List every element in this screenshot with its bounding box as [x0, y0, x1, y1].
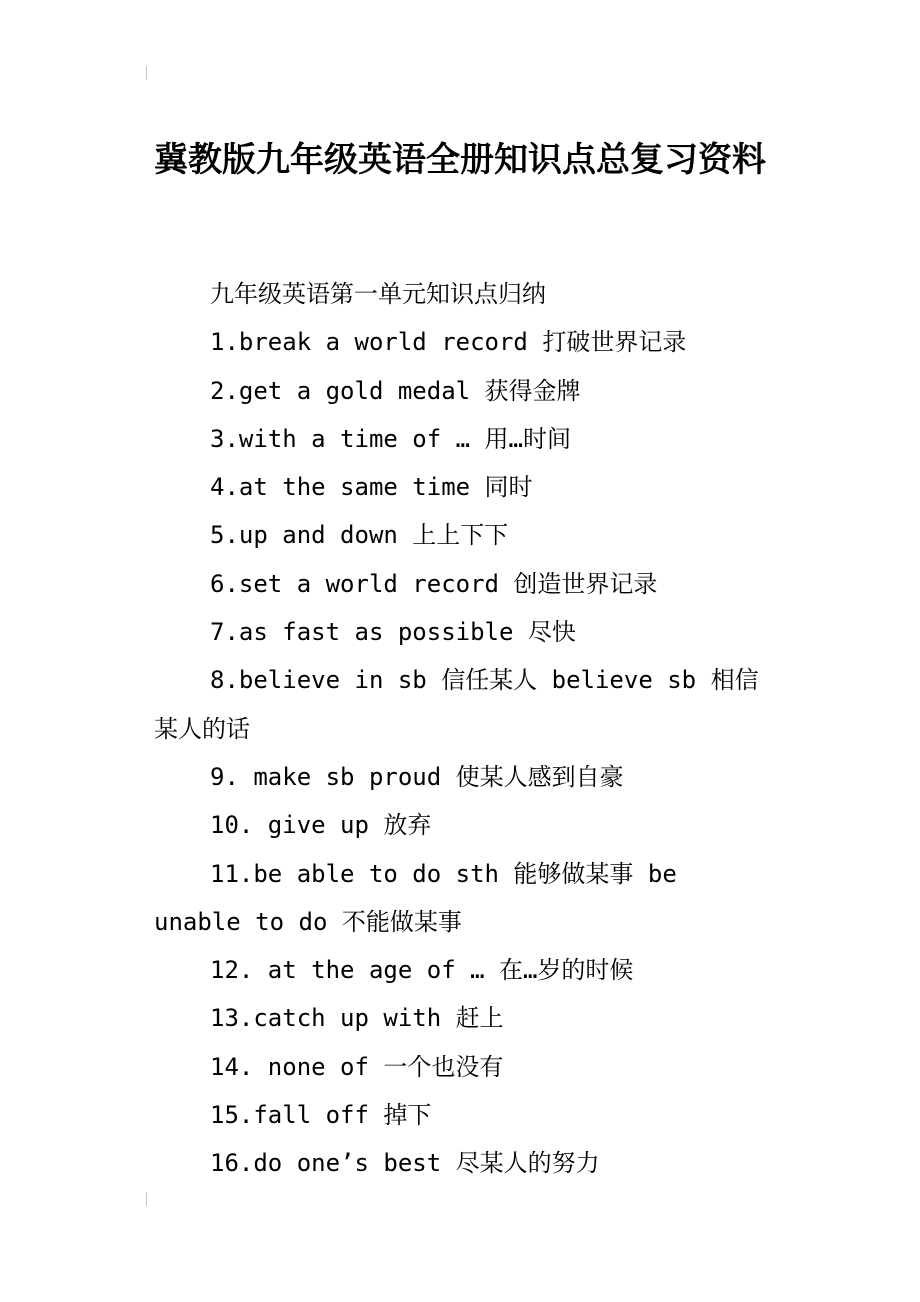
list-item: 4.at the same time 同时: [210, 473, 533, 502]
list-item: 16.do one’s best 尽某人的努力: [210, 1149, 600, 1178]
list-item: 11.be able to do sth 能够做某事 be unable to do 不能做某事: [154, 859, 677, 936]
list-item: 6.set a world record 创造世界记录: [210, 569, 658, 598]
list-item: 10. give up 放弃: [210, 811, 432, 840]
list-item: 14. none of 一个也没有: [210, 1052, 504, 1081]
list-item: 8.believe in sb 信任某人 believe sb 相信某人的话: [154, 666, 759, 743]
section-heading: 九年级英语第一单元知识点归纳: [210, 280, 546, 308]
list-item: 5.up and down 上上下下: [210, 521, 509, 550]
list-item: 9. make sb proud 使某人感到自豪: [210, 762, 624, 791]
list-item: 13.catch up with 赶上: [210, 1004, 504, 1033]
list-item: 3.with a time of … 用…时间: [210, 424, 571, 453]
list-item: 2.get a gold medal 获得金牌: [210, 376, 581, 405]
list-item: 1.break a world record 打破世界记录: [210, 328, 687, 357]
list-item: 12. at the age of … 在…岁的时候: [210, 956, 634, 985]
list-item: 7.as fast as possible 尽快: [210, 618, 576, 647]
bottom-corner-mark: [146, 1192, 157, 1206]
document-title: 冀教版九年级英语全册知识点总复习资料: [154, 139, 766, 180]
list-item: 15.fall off 掉下: [210, 1101, 432, 1130]
top-corner-mark: [146, 66, 157, 80]
document-body: [154, 270, 774, 1188]
